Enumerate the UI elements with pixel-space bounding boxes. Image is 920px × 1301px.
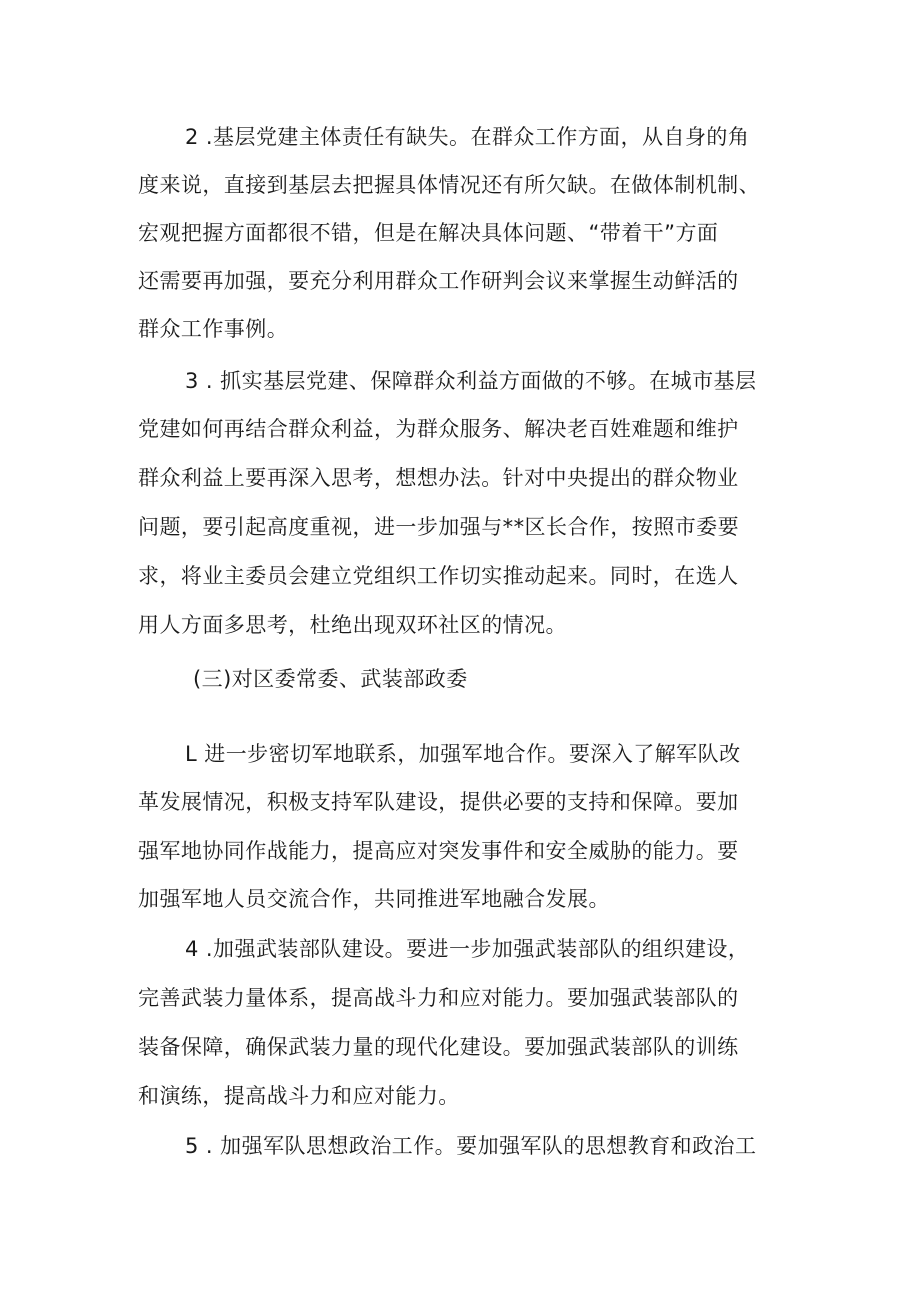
paragraph-line: 群众工作事例。 (138, 317, 289, 341)
paragraph-line: 5 . 加强军队思想政治工作。要加强军队的思想教育和政治工 (185, 1134, 757, 1158)
paragraph-line: 问题，要引起高度重视，进一步加强与**区长合作，按照市委要 (138, 515, 740, 539)
paragraph-line: 强军地协同作战能力，提高应对突发事件和安全威胁的能力。要 (138, 839, 739, 863)
paragraph-line: 党建如何再结合群众利益，为群众服务、解决老百姓难题和维护 (138, 417, 739, 441)
paragraph-line: 用人方面多思考，杜绝出现双环社区的情况。 (138, 613, 567, 637)
paragraph-line: 完善武装力量体系，提高战斗力和应对能力。要加强武装部队的 (138, 986, 739, 1010)
paragraph-line: 2 .基层党建主体责任有缺失。在群众工作方面，从自身的角 (185, 125, 750, 149)
paragraph-line: 3 . 抓实基层党建、保障群众利益方面做的不够。在城市基层 (185, 369, 757, 393)
paragraph-line: 求，将业主委员会建立党组织工作切实推动起来。同时，在选人 (138, 564, 739, 588)
section-heading: (三)对区委常委、武装部政委 (193, 667, 468, 691)
paragraph-line: 和演练，提高战斗力和应对能力。 (138, 1084, 460, 1108)
paragraph-line: 加强军地人员交流合作，共同推进军地融合发展。 (138, 887, 610, 911)
paragraph-line: 革发展情况，积极支持军队建设，提供必要的支持和保障。要加 (138, 790, 739, 814)
paragraph-line: 群众利益上要再深入思考，想想办法。针对中央提出的群众物业 (138, 466, 739, 490)
paragraph-line: 宏观把握方面都很不错，但是在解决具体问题、“带着干”方面 (138, 221, 719, 245)
paragraph-line: 度来说，直接到基层去把握具体情况还有所欠缺。在做体制机制、 (138, 173, 761, 197)
paragraph-line: L 进一步密切军地联系，加强军地合作。要深入了解军队改 (185, 742, 741, 766)
paragraph-line: 还需要再加强，要充分利用群众工作研判会议来掌握生动鲜活的 (138, 269, 739, 293)
paragraph-line: 装备保障，确保武装力量的现代化建设。要加强武装部队的训练 (138, 1035, 739, 1059)
paragraph-line: 4 .加强武装部队建设。要进一步加强武装部队的组织建设， (185, 937, 750, 961)
